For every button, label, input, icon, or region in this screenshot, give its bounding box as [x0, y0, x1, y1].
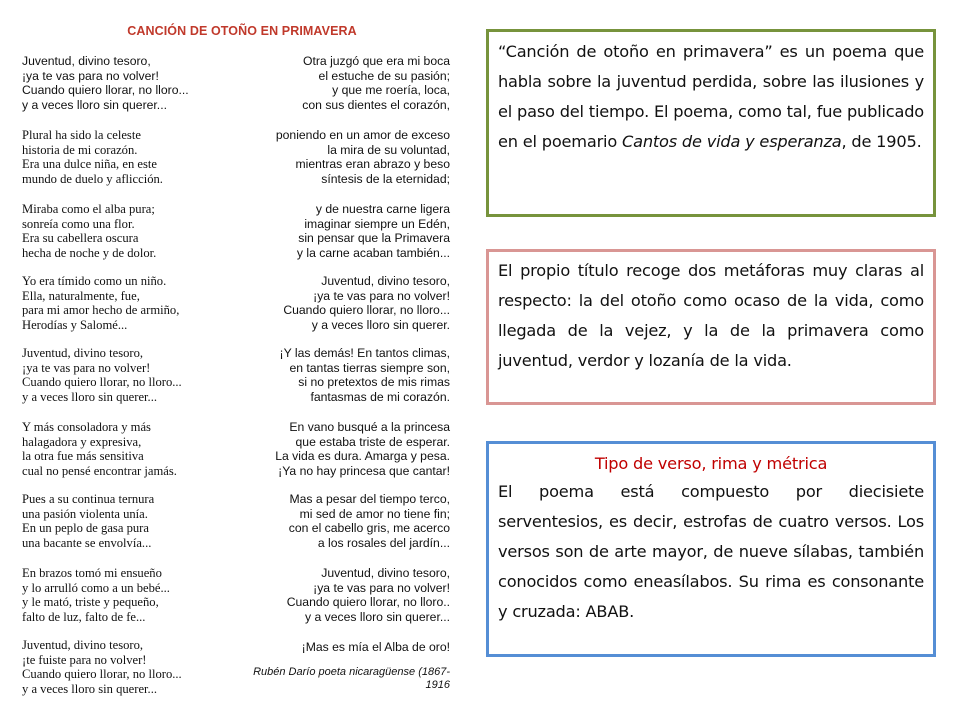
poem-line: en tantas tierras siempre son,	[289, 360, 450, 375]
poem-line: poniendo en un amor de exceso	[275, 128, 450, 142]
poem-line: ¡Ya no hay princesa que cantar!	[278, 463, 450, 478]
poem-line: Mas a pesar del tiempo terco,	[289, 492, 450, 506]
poem-line: historia de mi corazón.	[22, 142, 138, 157]
poem-line: Era una dulce niña, en este	[22, 157, 157, 172]
poem-line: En un peplo de gasa pura	[22, 521, 149, 536]
poem-line: con el cabello gris, me acerco	[288, 521, 450, 536]
poem-line: ¡Y las demás! En tantos climas,	[279, 346, 450, 360]
poem-line: si no pretextos de mis rimas	[298, 375, 450, 390]
poem-line: ¡ya te vas para no volver!	[22, 360, 151, 375]
poem-line: y a veces lloro sin querer...	[22, 97, 167, 112]
poem-stanza	[276, 128, 450, 186]
poem-line: Juventud, divino tesoro,	[321, 274, 450, 288]
intro-paragraph: “Canción de otoño en primavera” es un poema que habla sobre la juventud perdida, sobre las ilusiones y el paso del tiempo. El poema, como tal, fue publicado en el poemario Cantos de vida y esperanza, de 1905.	[498, 42, 924, 151]
poem-line: cual no pensé encontrar jamás.	[22, 463, 177, 478]
poem-stanza	[302, 640, 450, 655]
book-title: Cantos de vida y esperanza	[622, 132, 842, 151]
poem-line: hecha de noche y de dolor.	[22, 245, 157, 260]
poem-stanza	[22, 346, 182, 404]
poem-stanza	[22, 274, 179, 332]
poem-line: ¡te fuiste para no volver!	[22, 652, 147, 667]
poem-line: y de nuestra carne ligera	[315, 202, 450, 216]
poem-line: Ella, naturalmente, fue,	[22, 288, 140, 303]
poem-line: Juventud, divino tesoro,	[22, 638, 144, 652]
poem-line: ¡Mas es mía el Alba de oro!	[301, 640, 450, 654]
poem-line: Cuando quiero llorar, no lloro...	[22, 83, 189, 98]
poem-stanza	[275, 420, 450, 478]
poem-line: Era su cabellera oscura	[22, 231, 139, 246]
poem-stanza	[297, 202, 450, 260]
poem-line: y que me roería, loca,	[332, 83, 450, 98]
poem-line: y la carne acaban también...	[296, 245, 450, 260]
poem-line: Miraba como el alba pura;	[22, 202, 155, 216]
poem-line: mientras eran abrazo y beso	[295, 157, 450, 172]
poem-line: y a veces lloro sin querer...	[22, 681, 157, 696]
signature-line: 1916	[425, 679, 450, 691]
poem-line: y a veces lloro sin querer.	[311, 317, 450, 332]
intro-box	[486, 29, 936, 217]
poem-line: el estuche de su pasión;	[318, 68, 450, 83]
meter-paragraph: El poema está compuesto por diecisiete serventesios, es decir, estrofas de cuatro versos. Los versos son de arte mayor, de nueve sílabas, también conocidos como eneasílabos. Su rima es consonante y cruzada: ABAB.	[498, 482, 924, 621]
poem-stanza	[22, 638, 182, 696]
poem-line: Otra juzgó que era mi boca	[302, 54, 450, 68]
poem-line: la mira de su voluntad,	[327, 142, 450, 157]
poem-stanza	[302, 54, 450, 112]
poem-line: Cuando quiero llorar, no lloro...	[22, 667, 182, 682]
signature-line: Rubén Darío poeta nicaragüense (1867-	[253, 666, 450, 678]
poem-stanza	[22, 128, 163, 186]
poem-line: Y más consoladora y más	[22, 420, 151, 434]
poem-line: ¡ya te vas para no volver!	[313, 580, 450, 595]
poem-stanza	[22, 492, 154, 550]
poem-line: para mi amor hecho de armiño,	[22, 303, 180, 318]
poem-line: La vida es dura. Amarga y pesa.	[275, 449, 450, 464]
meter-box	[486, 441, 936, 657]
poem-stanza	[289, 492, 450, 550]
poem-line: fantasmas de mi corazón.	[310, 389, 450, 404]
poem-line: halagadora y expresiva,	[22, 434, 142, 449]
poem-line: una bacante se envolvía...	[22, 535, 152, 550]
poem-line: síntesis de la eternidad;	[321, 171, 450, 186]
metaphor-paragraph: El propio título recoge dos metáforas muy claras al respecto: la del otoño como ocaso de la vida, como llegada de la vejez, y la de la primavera como juventud, verdor y lozanía de la vida.	[498, 261, 924, 370]
poem-stanza	[280, 346, 450, 404]
poem-line: En brazos tomó mi ensueño	[22, 566, 162, 580]
poem-line: Cuando quiero llorar, no lloro...	[22, 375, 182, 390]
poem-title: CANCIÓN DE OTOÑO EN PRIMAVERA	[127, 24, 357, 38]
poem-line: Cuando quiero llorar, no lloro..	[286, 595, 450, 610]
poem-line: Juventud, divino tesoro,	[22, 54, 151, 68]
poem-line: Juventud, divino tesoro,	[22, 346, 144, 360]
poem-stanza	[283, 274, 450, 332]
poem-line: ¡ya te vas para no volver!	[313, 288, 450, 303]
poem-line: Plural ha sido la celeste	[22, 128, 141, 142]
poem-line: y lo arrulló como a un bebé...	[22, 580, 170, 595]
poem-line: En vano busqué a la princesa	[289, 420, 450, 434]
poem-line: falto de luz, falto de fe...	[22, 609, 146, 624]
poem-line: ¡ya te vas para no volver!	[22, 68, 159, 83]
poem-line: y le mató, triste y pequeño,	[22, 595, 159, 610]
poem-line: a los rosales del jardín...	[317, 535, 450, 550]
poem-line: y a veces lloro sin querer...	[305, 609, 450, 624]
poem-line: una pasión violenta unía.	[22, 506, 148, 521]
poem-line: Yo era tímido como un niño.	[22, 274, 167, 288]
poem-line: Herodías y Salomé...	[22, 317, 128, 332]
poem-line: mundo de duelo y aflicción.	[22, 171, 163, 186]
poem-line: y a veces lloro sin querer...	[22, 389, 157, 404]
poem-line: que estaba triste de esperar.	[295, 434, 450, 449]
meter-heading: Tipo de verso, rima y métrica	[594, 454, 828, 473]
poem-line: imaginar siempre un Edén,	[304, 216, 450, 231]
poem-stanza	[22, 420, 177, 478]
poem-line: sin pensar que la Primavera	[298, 231, 450, 246]
poem-line: Cuando quiero llorar, no lloro...	[283, 303, 450, 318]
poem-line: con sus dientes el corazón,	[302, 97, 450, 112]
poem-stanza	[22, 202, 156, 260]
poem-image	[22, 18, 462, 708]
poem-line: sonreía como una flor.	[22, 216, 135, 231]
poem-signature	[220, 666, 450, 692]
poem-line: Pues a su continua ternura	[22, 492, 155, 506]
metaphor-box	[486, 249, 936, 405]
poem-stanza	[22, 566, 170, 624]
poem-line: mi sed de amor no tiene fin;	[299, 506, 450, 521]
poem-line: Juventud, divino tesoro,	[321, 566, 450, 580]
poem-stanza	[287, 566, 450, 624]
poem-line: la otra fue más sensitiva	[22, 449, 144, 464]
poem-stanza	[22, 54, 189, 112]
